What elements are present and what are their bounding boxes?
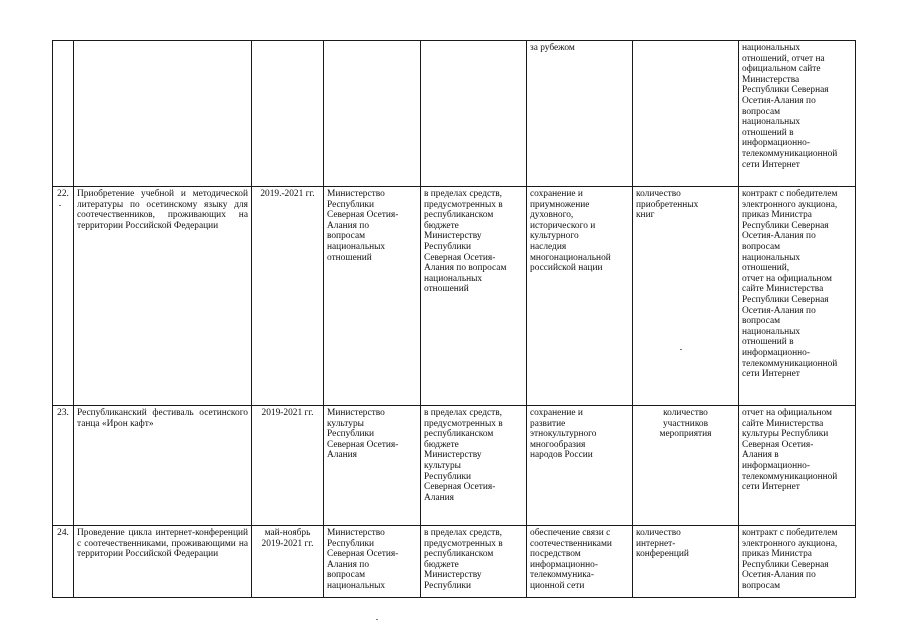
- event-name: Республиканский фестиваль осетинского танца «Ирон кафт»: [74, 406, 252, 526]
- plan-table: [52, 40, 856, 598]
- event-report: национальных отношений, отчет на официальном сайте Министерства Республики Северная Осетия-Алания по вопросам национальных отношений в информационно- телекоммуникационной сети Интернет: [739, 41, 856, 187]
- event-goal: обеспечение связи с соотечественниками посредством информационно- телекоммуника- ционной сети: [527, 526, 633, 598]
- event-executor: Министерство культуры Республики Северная Осетия- Алания: [324, 406, 421, 526]
- event-indicator: количество участников мероприятия: [633, 406, 739, 526]
- event-report: контракт с победителем электронного аукциона, приказ Министра Республики Северная Осетия-Алания по вопросам национальных отношений, отчет на официальном сайте Министерства Республики Северная Осетия-Алания по вопросам национальных отношений в информационно- телекоммуникационной сети Интернет: [739, 187, 856, 406]
- event-report: контракт с победителем электронного аукциона, приказ Министра Республики Северная Осетия-Алания по вопросам: [739, 526, 856, 598]
- event-period: май-ноябрь 2019-2021 гг.: [252, 526, 324, 598]
- event-goal: сохранение и развитие этнокультурного многообразия народов России: [527, 406, 633, 526]
- table-row: [53, 406, 856, 526]
- event-name: Приобретение учебной и методической литературы по осетинскому языку для соотечественников, проживающих на территории Российской Федерации: [74, 187, 252, 406]
- event-period: [252, 41, 324, 187]
- event-period: 2019.-2021 гг.: [252, 187, 324, 406]
- event-name: Проведение цикла интернет-конференций с соотечественниками, проживающими на территории Российской Федерации: [74, 526, 252, 598]
- row-number: 22.: [53, 187, 74, 406]
- event-financing: в пределах средств, предусмотренных в республиканском бюджете Министерству культуры Республики Северная Осетия- Алания: [421, 406, 527, 526]
- event-period: 2019-2021 гг.: [252, 406, 324, 526]
- event-executor: [324, 41, 421, 187]
- table-row: [53, 187, 856, 406]
- table-row: [53, 526, 856, 598]
- event-goal: сохранение и приумножение духовного, исторического и культурного наследия многонациональной российской нации: [527, 187, 633, 406]
- event-name: [74, 41, 252, 187]
- event-executor: Министерство Республики Северная Осетия- Алания по вопросам национальных: [324, 526, 421, 598]
- event-indicator: [633, 41, 739, 187]
- event-indicator: количество интернет- конференций: [633, 526, 739, 598]
- row-number: 24.: [53, 526, 74, 598]
- row-number: 23.: [53, 406, 74, 526]
- event-report: отчет на официальном сайте Министерства культуры Республики Северная Осетия- Алания в информационно- телекоммуникационной сети Интернет: [739, 406, 856, 526]
- table-row: [53, 41, 856, 187]
- event-indicator: количество приобретенных книг: [633, 187, 739, 406]
- scan-speck: [59, 205, 61, 206]
- event-financing: в пределах средств, предусмотренных в республиканском бюджете Министерству Республики Северная Осетия- Алания по вопросам национальных отношений: [421, 187, 527, 406]
- event-executor: Министерство Республики Северная Осетия- Алания по вопросам национальных отношений: [324, 187, 421, 406]
- row-number: [53, 41, 74, 187]
- event-goal: за рубежом: [527, 41, 633, 187]
- scan-speck: [680, 349, 682, 350]
- event-financing: [421, 41, 527, 187]
- scan-speck: [376, 619, 378, 620]
- event-financing: в пределах средств, предусмотренных в республиканском бюджете Министерству Республики: [421, 526, 527, 598]
